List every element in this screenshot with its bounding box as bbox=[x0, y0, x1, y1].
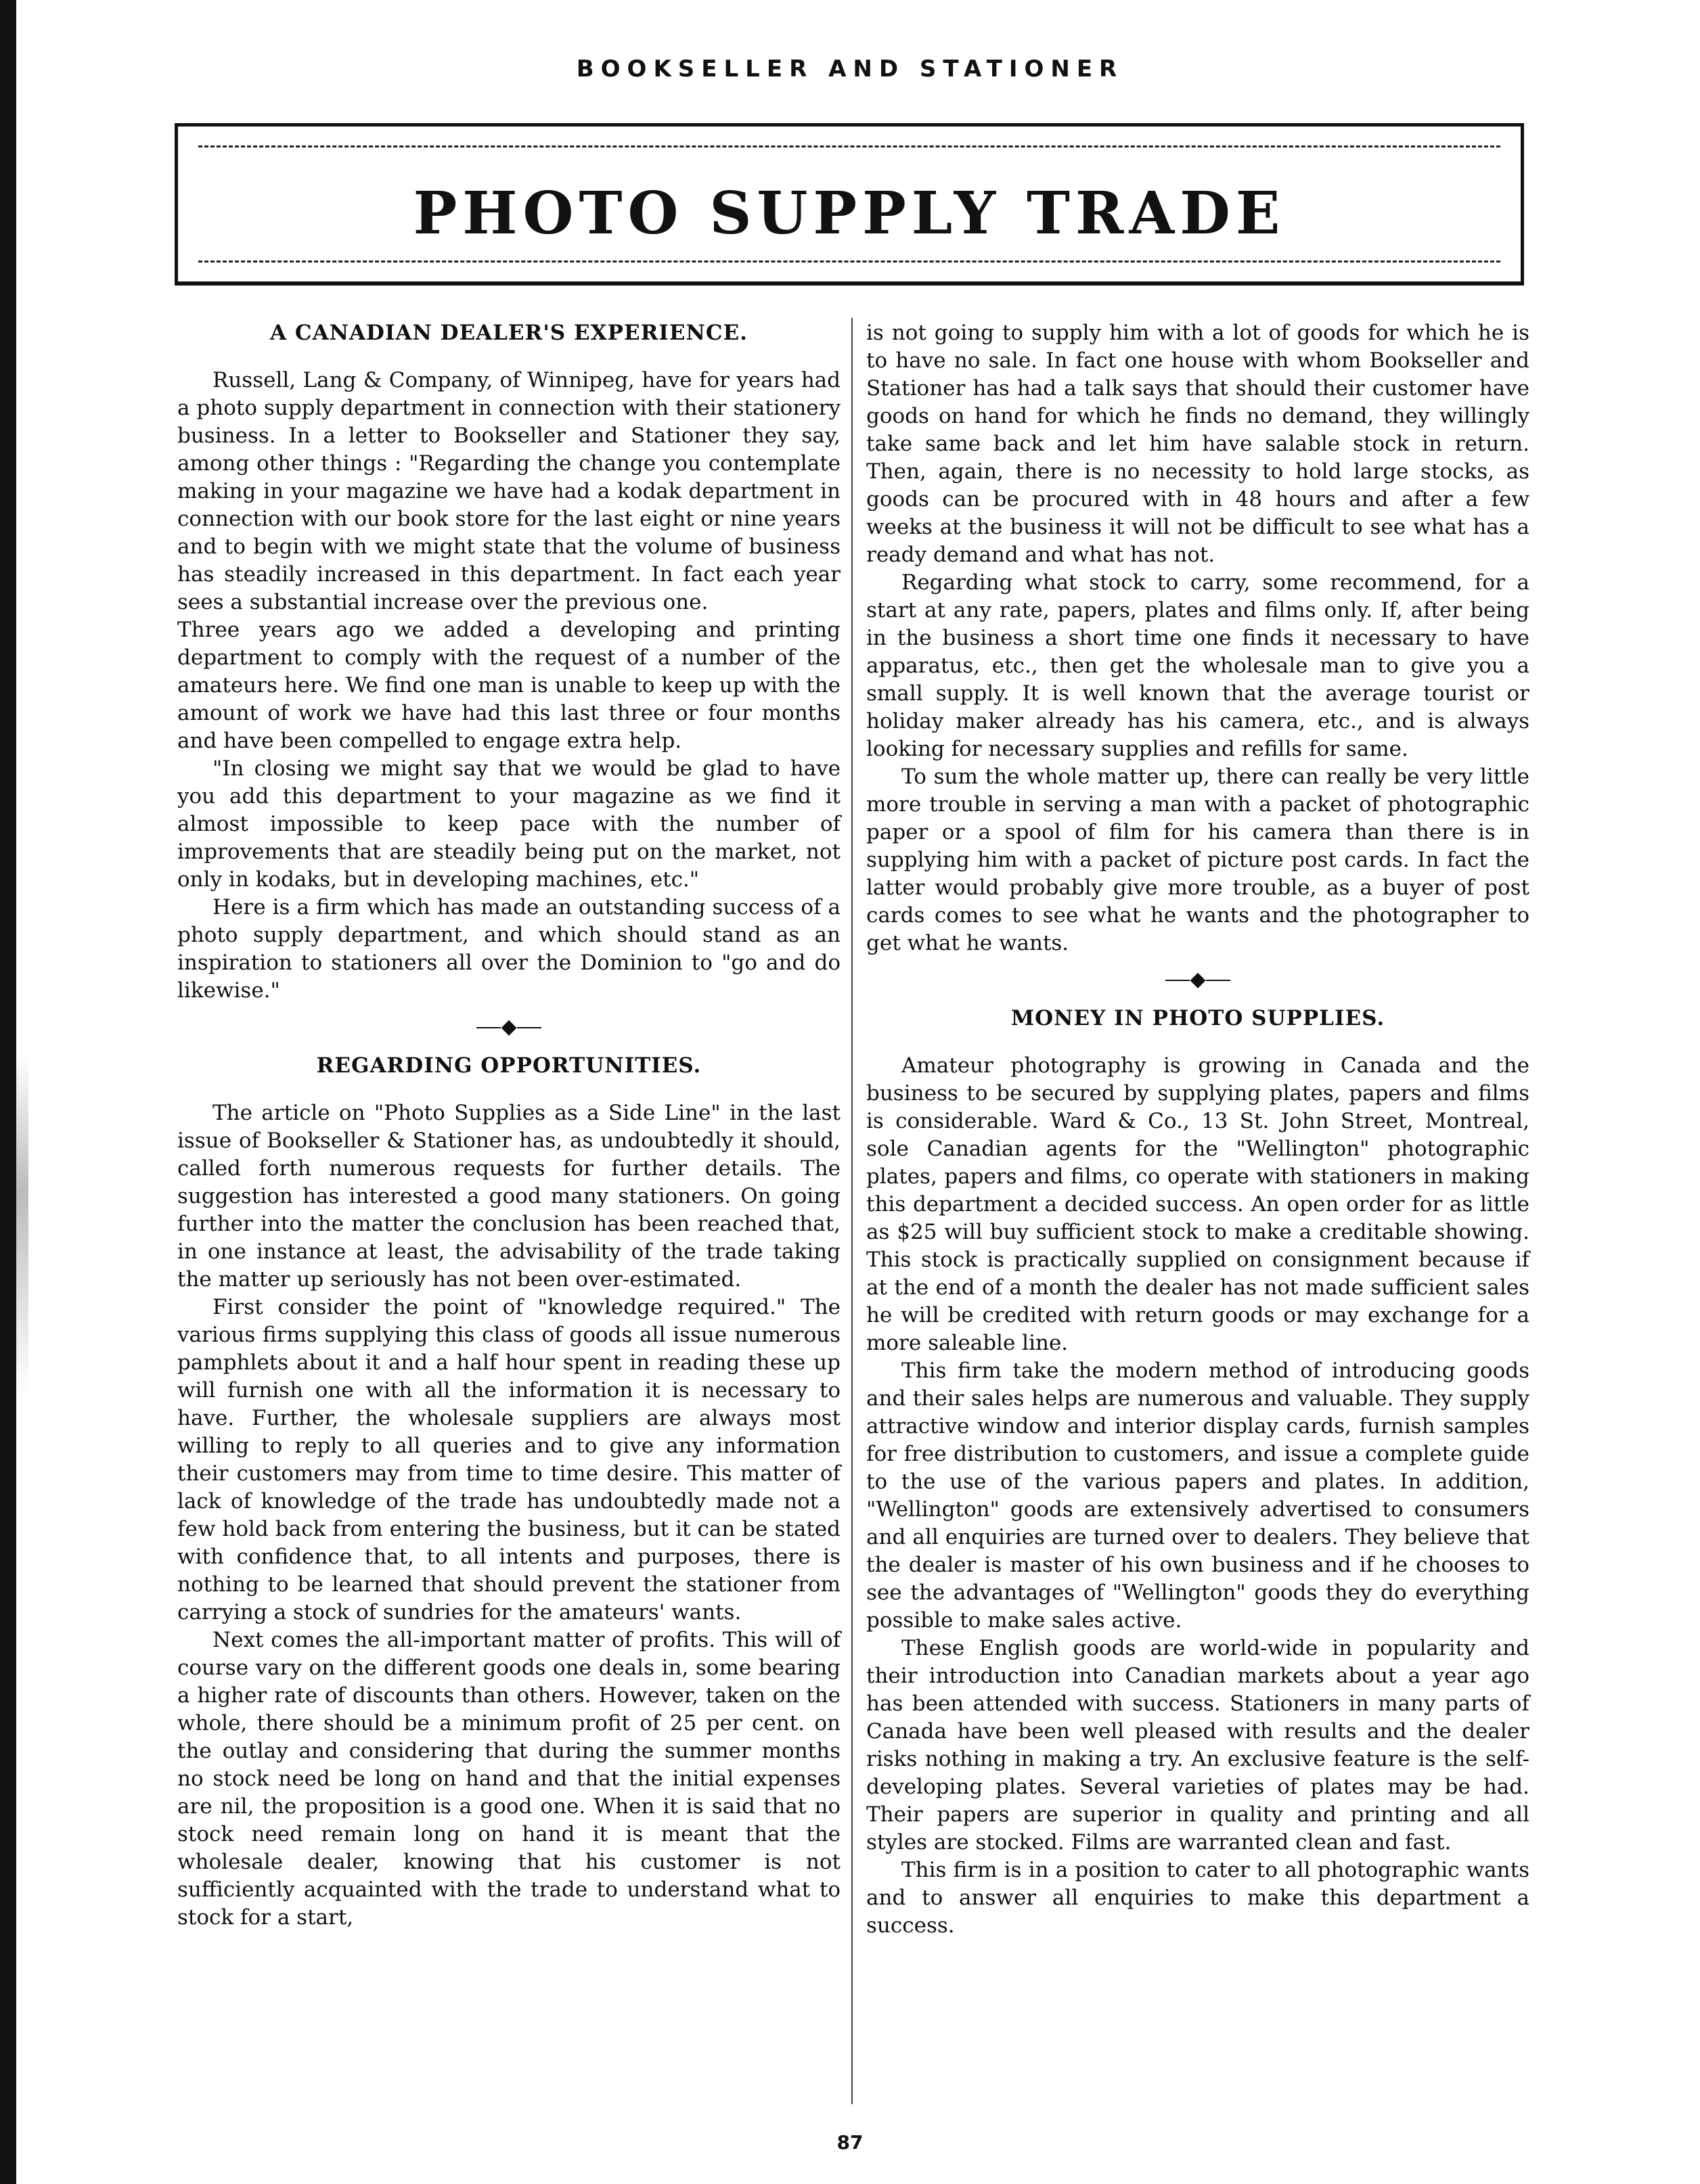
section-ornament: ◆ bbox=[866, 970, 1529, 990]
section-ornament: ◆ bbox=[177, 1017, 841, 1037]
column-divider bbox=[851, 318, 853, 2104]
article-paragraph: First consider the point of "knowledge required." The various firms supplying this class of goods all issue numerous pamphlets about it and a half hour spent in reading these up will furnish one with all the information it is necessary to have. Further, the wholesale suppliers are always most willing to reply to all queries and to give any information their customers may from time to time desire. This matter of lack of knowledge of the trade has undoubtedly made not a few hold back from entering the business, but it can be stated with confidence that, to all intents and purposes, there is nothing to be learned that should prevent the stationer from carrying a stock of sundries for the amateurs' wants. bbox=[177, 1295, 841, 1624]
section-title: PHOTO SUPPLY TRADE bbox=[413, 179, 1286, 248]
article-paragraph: To sum the whole matter up, there can really be very little more trouble in serving a man with a packet of photographic paper or a spool of film for his camera than there is in supplying him with a packet of picture post cards. In fact the latter would probably give more trouble, as a buyer of post cards comes to see what he wants and the photographer to get what he wants. bbox=[866, 765, 1529, 955]
left-column bbox=[177, 319, 841, 1932]
title-rule-top bbox=[198, 145, 1500, 147]
running-head: BOOKSELLER AND STATIONER bbox=[576, 55, 1124, 83]
article-heading-opportunities: REGARDING OPPORTUNITIES. bbox=[316, 1053, 702, 1078]
article-paragraph: is not going to supply him with a lot of goods for which he is to have no sale. In fact one house with whom Bookseller and Stationer has had a talk says that should their customer have goods on hand for which he finds no demand, they willingly take same back and let him have salable stock in return. Then, again, there is no necessity to hold large stocks, as goods can be procured with in 48 hours and after a few weeks at the business it will not be difficult to see what has a ready demand and what has not. bbox=[866, 321, 1529, 567]
section-title-box bbox=[175, 123, 1524, 286]
right-column bbox=[866, 319, 1529, 1940]
article-paragraph: Three years ago we added a developing and printing department to comply with the request of a number of the amateurs here. We find one man is unable to keep up with the amount of work we have had this last three or four months and have been compelled to engage extra help. bbox=[177, 618, 841, 753]
title-rule-bottom bbox=[198, 260, 1500, 263]
article-heading-canadian-dealer: A CANADIAN DEALER'S EXPERIENCE. bbox=[270, 321, 748, 345]
article-heading-money: MONEY IN PHOTO SUPPLIES. bbox=[1010, 1006, 1385, 1030]
page-number: 87 bbox=[836, 2131, 864, 2154]
article-paragraph: Amateur photography is growing in Canada and the business to be secured by supplying plates, papers and films is considerable. Ward & Co., 13 St. John Street, Montreal, sole Canadian agents for the "Wellington" photographic plates, papers and films, co operate with stationers in making this department a decided success. An open order for as little as $25 will buy sufficient stock to make a creditable showing. This stock is practically supplied on consignment because if at the end of a month the dealer has not made sufficient sales he will be credited with return goods or may exchange for a more saleable line. bbox=[866, 1053, 1529, 1355]
article-paragraph: Next comes the all-important matter of profits. This will of course vary on the different goods one deals in, some bearing a higher rate of discounts than others. However, taken on the whole, there should be a minimum profit of 25 per cent. on the outlay and considering that during the summer months no stock need be long on hand and that the initial expenses are nil, the proposition is a good one. When it is said that no stock need remain long on hand it is meant that the wholesale dealer, knowing that his customer is not sufficiently acquainted with the trade to understand what to stock for a start, bbox=[177, 1628, 841, 1930]
article-paragraph: Russell, Lang & Company, of Winnipeg, have for years had a photo supply department in connection with their stationery business. In a letter to Bookseller and Stationer they say, among other things : "Regarding the change you contemplate making in your magazine we have had a kodak department in connection with our book store for the last eight or nine years and to begin with we might state that the volume of business has steadily increased in this department. In fact each year sees a substantial increase over the previous one. bbox=[177, 368, 841, 614]
article-paragraph: Here is a firm which has made an outstanding success of a photo supply department, and which should stand as an inspiration to stationers all over the Dominion to "go and do likewise." bbox=[177, 895, 841, 1003]
scan-binding-edge bbox=[0, 0, 16, 2184]
article-paragraph: Regarding what stock to carry, some recommend, for a start at any rate, papers, plates and films only. If, after being in the business a short time one finds it necessary to have apparatus, etc., then get the wholesale man to give you a small supply. It is well known that the average tourist or holiday maker already has his camera, etc., and is always looking for necessary supplies and refills for same. bbox=[866, 570, 1529, 761]
article-paragraph: The article on "Photo Supplies as a Side Line" in the last issue of Bookseller & Stationer has, as undoubtedly it should, called forth numerous requests for further details. The suggestion has interested a good many stationers. On going further into the matter the conclusion has been reached that, in one instance at least, the advisability of the trade taking the matter up seriously has not been over-estimated. bbox=[177, 1101, 841, 1292]
scan-smudge bbox=[16, 1055, 28, 1394]
article-paragraph: "In closing we might say that we would be glad to have you add this department to your magazine as we find it almost impossible to keep pace with the number of improvements that are steadily being put on the market, not only in kodaks, but in developing machines, etc." bbox=[177, 756, 841, 892]
article-paragraph: This firm is in a position to cater to all photographic wants and to answer all enquiries to make this department a success. bbox=[866, 1858, 1529, 1938]
article-paragraph: This firm take the modern method of introducing goods and their sales helps are numerous and valuable. They supply attractive window and interior display cards, furnish samples for free distribution to customers, and issue a complete guide to the use of the various papers and plates. In addition, "Wellington" goods are extensively advertised to consumers and all enquiries are turned over to dealers. They believe that the dealer is master of his own business and if he chooses to see the advantages of "Wellington" goods they do everything possible to make sales active. bbox=[866, 1359, 1529, 1633]
article-paragraph: These English goods are world-wide in popularity and their introduction into Canadian markets about a year ago has been attended with success. Stationers in many parts of Canada have been well pleased with results and the dealer risks nothing in making a try. An exclusive feature is the self-developing plates. Several varieties of plates may be had. Their papers are superior in quality and printing and all styles are stocked. Films are warranted clean and fast. bbox=[866, 1636, 1529, 1855]
